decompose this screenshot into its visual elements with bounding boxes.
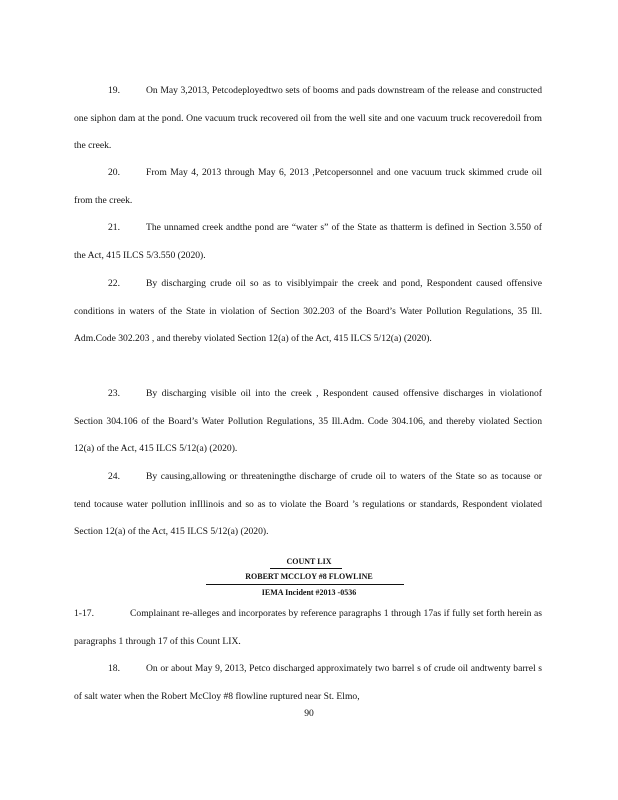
count-heading-title: COUNT LIX	[286, 557, 332, 566]
paragraph-24	[74, 463, 542, 546]
paragraph-20	[74, 159, 542, 214]
paragraph-1-17	[74, 600, 542, 655]
paragraph-number: 20.	[108, 167, 120, 178]
count-heading-subject: ROBERT MCCLOY #8 FLOWLINE	[245, 572, 373, 581]
page-number: 90	[304, 708, 314, 719]
paragraph-text: By discharging visible oil into the creek , Respondent caused offensive discharges in violationof Section 304.106 of the Board’s Water Pollution Regulations, 35 Ill.Adm. Code 304.106, and thereby violated Section 12(a) of the Act, 415 ILCS 5/12(a) (2020).	[74, 388, 542, 454]
paragraph-number: 24.	[108, 471, 120, 482]
paragraph-text: Complainant re-alleges and incorporates by reference paragraphs 1 through 17as if fully set forth herein as paragraphs 1 through 17 of this Count LIX.	[74, 608, 542, 647]
paragraph-number: 21.	[108, 222, 120, 233]
paragraph-number: 22.	[108, 278, 120, 289]
paragraph-text: From May 4, 2013 through May 6, 2013 ,Petcopersonnel and one vacuum truck skimmed crude oil from the creek.	[74, 167, 542, 206]
paragraph-number: 23.	[108, 388, 120, 399]
paragraph-19	[74, 77, 542, 160]
paragraph-number: 1-17.	[74, 608, 94, 619]
paragraph-18	[74, 655, 542, 710]
paragraph-text: The unnamed creek andthe pond are “water s” of the State as thatterm is defined in Section 3.550 of the Act, 415 ILCS 5/3.550 (2020).	[74, 222, 542, 261]
paragraph-number: 19.	[108, 85, 120, 96]
heading-underline	[270, 568, 342, 569]
paragraph-text: On or about May 9, 2013, Petco discharged approximately two barrel s of crude oil andtwenty barrel s of salt water when the Robert McCloy #8 flowline ruptured near St. Elmo,	[74, 663, 542, 702]
paragraph-text: By causing,allowing or threateningthe discharge of crude oil to waters of the State so as tocause or tend tocause water pollution inIllinois and so as to violate the Board ’s regulations or standards, Respondent violated Section 12(a) of the Act, 415 ILCS 5/12(a) (2020).	[74, 471, 542, 537]
paragraph-23	[74, 380, 542, 463]
paragraph-text: By discharging crude oil so as to visiblyimpair the creek and pond, Respondent caused offensive conditions in waters of the State in violation of Section 302.203 of the Board’s Water Pollution Regulations, 35 Ill. Adm.Code 302.203 , and thereby violated Section 12(a) of the Act, 415 ILCS 5/12(a) (2020).	[74, 278, 542, 344]
paragraph-text: On May 3,2013, Petcodeployedtwo sets of booms and pads downstream of the release and constructed one siphon dam at the pond. One vacuum truck recovered oil from the well site and one vacuum truck recoveredoil from the creek.	[74, 85, 542, 151]
paragraph-22	[74, 270, 542, 353]
heading-underline	[206, 584, 404, 585]
paragraph-21	[74, 214, 542, 269]
count-heading-incident: IEMA Incident #2013 -0536	[261, 588, 357, 597]
paragraph-number: 18.	[108, 663, 120, 674]
